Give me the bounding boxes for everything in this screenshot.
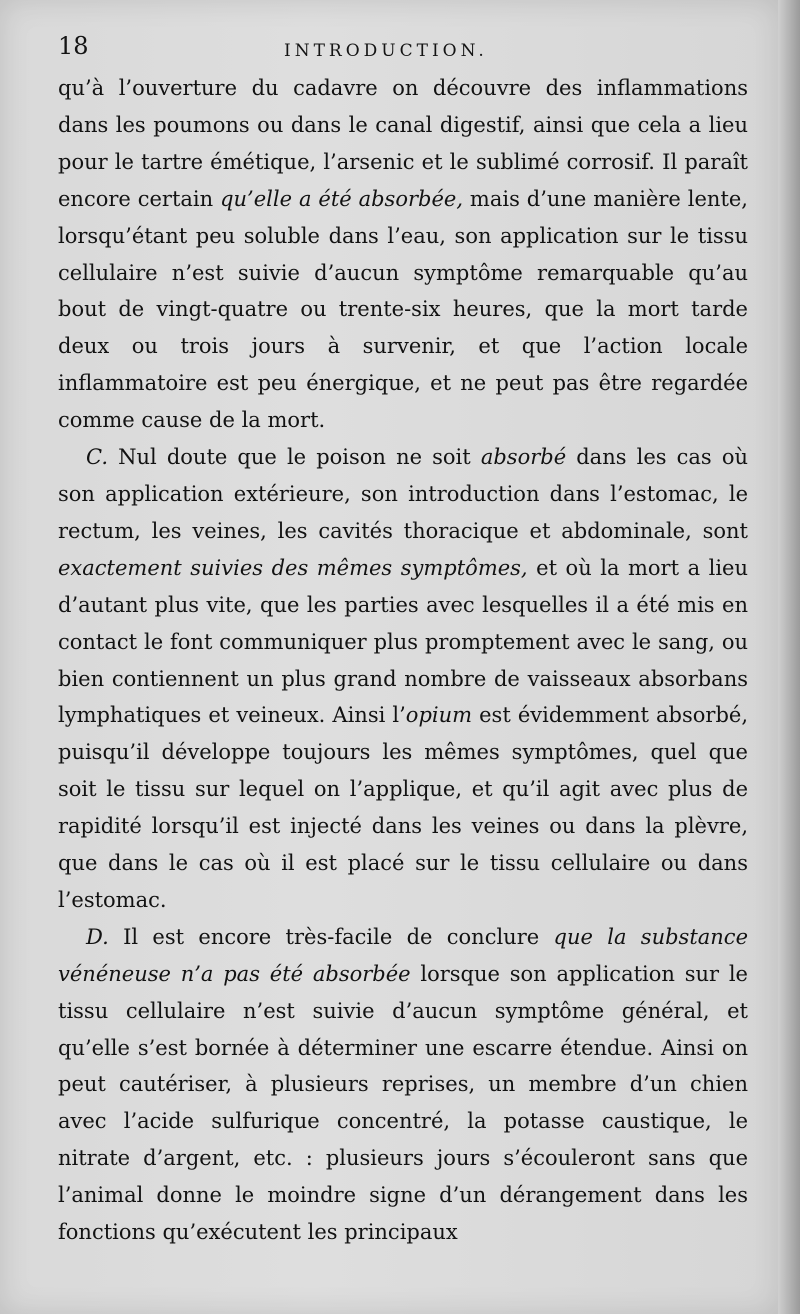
body-text (58, 70, 748, 1251)
page-number: 18 (58, 32, 89, 60)
text-segment: qu’à l’ouverture du cadavre on découvre des inflammations dans les poumons ou dans le canal digestif, ainsi que cela a lieu pour le tartre émétique, l’arsenic et le sublimé corrosif. Il paraît encore certain (58, 76, 748, 211)
text-segment: dans les cas où son application extérieure, son introduction dans l’estomac, le rectum, les veines, les cavités thoracique et abdominale, sont (58, 445, 748, 543)
italic-phrase: opium (405, 703, 473, 728)
page-header (58, 26, 748, 66)
text-segment: est évidemment absorbé, puisqu’il développe toujours les mêmes symptômes, quel que soit le tissu sur lequel on l’applique, et qu’il agit avec plus de rapidité lorsqu’il est injecté dans les veines ou dans la plèvre, que dans le cas où il est placé sur le tissu cellulaire ou dans l’estomac. (58, 703, 748, 912)
page-edge-shadow (778, 0, 800, 1314)
text-segment: Il est encore très-facile de conclure (108, 924, 554, 949)
section-label-d: D. (86, 924, 109, 949)
running-head: INTRODUCTION. (284, 41, 488, 61)
paragraph-2 (58, 439, 748, 919)
text-segment: Nul doute que le poison ne soit (108, 445, 481, 470)
text-segment: et où la mort a lieu d’autant plus vite, que les parties avec lesquelles il a été mis en contact le font communiquer plus promptement avec le sang, ou bien contiennent un plus grand nombre de vaisseaux absorbans lymphatiques et veineux. Ainsi l’ (58, 555, 748, 728)
paragraph-3 (58, 919, 748, 1251)
paragraph-1 (58, 70, 748, 439)
italic-phrase: que la substance vénéneuse n’a pas été absorbée (58, 924, 748, 986)
section-label-c: C. (86, 445, 108, 470)
italic-phrase: exactement suivies des mêmes symptômes, (58, 555, 528, 580)
italic-phrase: qu’elle a été absorbée, (220, 186, 463, 211)
italic-phrase: absorbé (480, 445, 567, 470)
text-segment: mais d’une manière lente, lorsqu’étant peu soluble dans l’eau, son application sur le tissu cellulaire n’est suivie d’aucun symptôme remarquable qu’au bout de vingt-quatre ou trente-six heures, que la mort tarde deux ou trois jours à survenir, et que l’action locale inflammatoire est peu énergique, et ne peut pas être regardée comme cause de la mort. (58, 186, 748, 433)
text-segment: lorsque son application sur le tissu cellulaire n’est suivie d’aucun symptôme général, et qu’elle s’est bornée à déterminer une escarre étendue. Ainsi on peut cautériser, à plusieurs reprises, un membre d’un chien avec l’acide sulfurique concentré, la potasse caustique, le nitrate d’argent, etc. : plusieurs jours s’écouleront sans que l’animal donne le moindre signe d’un dérangement dans les fonctions qu’exécutent les principaux (58, 961, 748, 1245)
